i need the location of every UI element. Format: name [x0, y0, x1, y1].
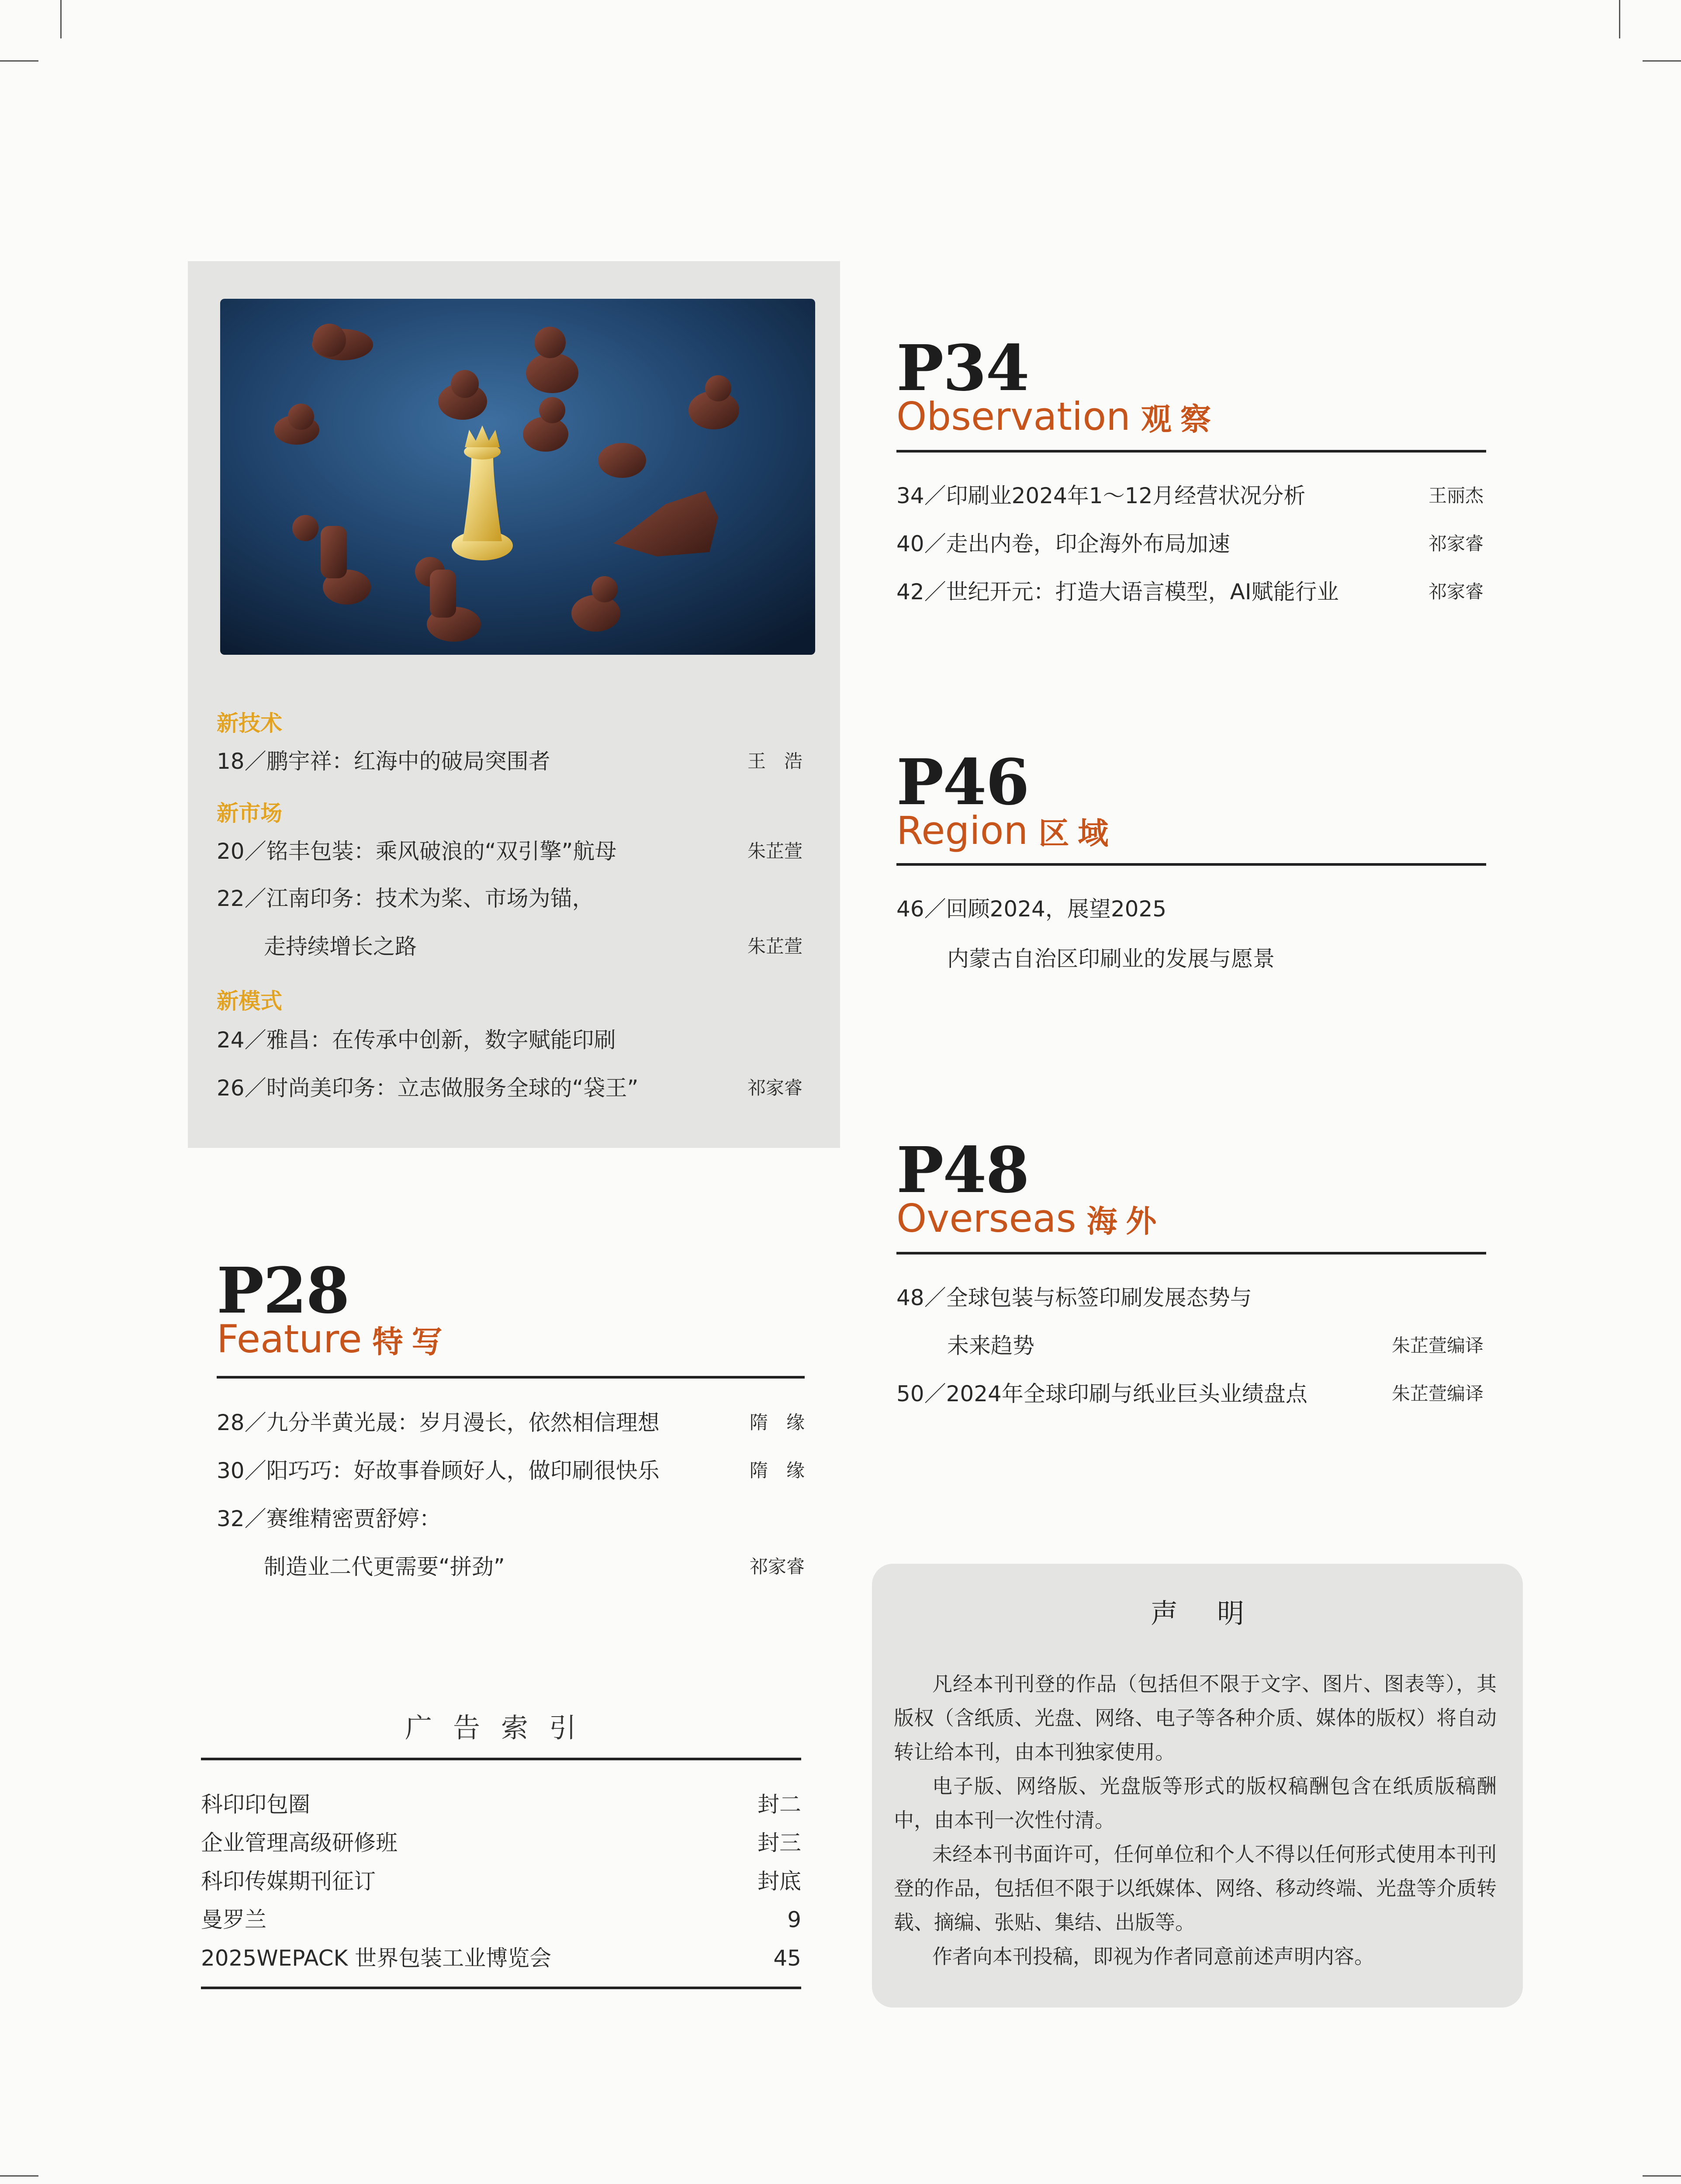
ad-index-bottom-rule [201, 1987, 801, 1989]
toc-entry[interactable] [217, 746, 802, 777]
section-label-new-tech: 新技术 [217, 711, 282, 736]
section-rule [217, 1376, 805, 1379]
toc-entry-title: 26／时尚美印务：立志做服务全球的“袋王” [217, 1075, 639, 1101]
ad-index-top-rule [201, 1758, 801, 1760]
toc-entry-author: 朱芷萱 [747, 936, 802, 957]
ad-index-row[interactable] [201, 1786, 801, 1823]
toc-entry-continued[interactable] [896, 1330, 1484, 1361]
section-name-en: Overseas [896, 1196, 1076, 1241]
toc-entry-title: 未来趋势 [947, 1333, 1034, 1358]
toc-entry[interactable] [896, 577, 1484, 607]
toc-entry[interactable] [896, 480, 1484, 511]
copyright-notice-box [872, 1564, 1523, 2008]
section-name [896, 809, 1117, 855]
crop-mark [0, 2175, 38, 2177]
ad-page: 封二 [757, 1792, 801, 1817]
crop-mark [1643, 60, 1681, 62]
toc-entry-title: 48／全球包装与标签印刷发展态势与 [896, 1285, 1252, 1310]
toc-entry-title: 28／九分半黄光晟：岁月漫长，依然相信理想 [217, 1410, 660, 1435]
toc-entry[interactable] [217, 1503, 805, 1534]
ad-index-row[interactable] [201, 1824, 801, 1862]
ad-page: 封底 [757, 1869, 801, 1894]
toc-entry-author: 王 浩 [747, 750, 802, 772]
toc-entry-title: 46／回顾2024，展望2025 [896, 896, 1167, 922]
toc-entry[interactable] [896, 1379, 1484, 1409]
toc-entry-continued[interactable] [217, 931, 802, 962]
toc-entry-author: 祁家睿 [1428, 533, 1484, 554]
section-label-new-model: 新模式 [217, 988, 282, 1014]
section-name-en: Observation [896, 394, 1131, 439]
toc-entry-title: 22／江南印务：技术为桨、市场为锚， [217, 886, 594, 911]
section-name-en: Feature [217, 1317, 362, 1362]
crop-mark [1643, 2175, 1681, 2177]
notice-paragraph: 凡经本刊刊登的作品（包括但不限于文字、图片、图表等），其版权（含纸质、光盘、网络、电子等各种介质、媒体的版权）将自动转让给本刊，由本刊独家使用。 [894, 1672, 1497, 1764]
toc-entry[interactable] [217, 836, 802, 867]
toc-entry-title: 走持续增长之路 [264, 934, 417, 959]
toc-entry-author: 祁家睿 [749, 1556, 805, 1577]
toc-entry-title: 24／雅昌：在传承中创新，数字赋能印刷 [217, 1027, 616, 1053]
ad-name: 企业管理高级研修班 [201, 1830, 398, 1856]
toc-entry[interactable] [217, 1455, 805, 1486]
toc-entry-title: 内蒙古自治区印刷业的发展与愿景 [947, 946, 1275, 971]
toc-entry[interactable] [217, 1073, 802, 1103]
ad-name: 科印传媒期刊征订 [201, 1869, 376, 1894]
toc-entry-title: 50／2024年全球印刷与纸业巨头业绩盘点 [896, 1381, 1307, 1406]
section-rule [896, 450, 1486, 453]
crop-mark [0, 60, 38, 62]
toc-entry[interactable] [217, 883, 802, 914]
section-name [896, 395, 1220, 441]
toc-entry-continued[interactable] [217, 1552, 805, 1582]
section-name-zh: 区域 [1038, 816, 1117, 851]
chess-pieces-photo-icon [220, 299, 815, 655]
section-rule [896, 863, 1486, 866]
toc-entry[interactable] [217, 1025, 802, 1055]
section-rule [896, 1252, 1486, 1254]
toc-entry-continued[interactable] [896, 943, 1484, 974]
toc-entry-author: 隋 缘 [749, 1412, 805, 1433]
ad-page: 封三 [757, 1830, 801, 1856]
toc-entry-author: 王丽杰 [1428, 485, 1484, 506]
section-page-number: P28 [217, 1254, 349, 1327]
toc-entry-author: 朱芷萱 [747, 840, 802, 862]
notice-title: 声明 [1150, 1597, 1283, 1629]
ad-name: 2025WEPACK 世界包装工业博览会 [201, 1946, 552, 1971]
toc-entry-title: 42／世纪开元：打造大语言模型，AI赋能行业 [896, 579, 1339, 605]
section-name-zh: 特写 [372, 1324, 451, 1360]
section-name-zh: 海外 [1086, 1203, 1166, 1239]
toc-entry-title: 20／铭丰包装：乘风破浪的“双引擎”航母 [217, 839, 617, 864]
section-page-number: P48 [896, 1133, 1029, 1207]
section-name-zh: 观察 [1141, 401, 1220, 437]
toc-entry-title: 40／走出内卷，印企海外布局加速 [896, 531, 1230, 556]
ad-index-row[interactable] [201, 1901, 801, 1939]
section-name [896, 1197, 1165, 1243]
toc-entry-title: 32／赛维精密贾舒婷： [217, 1506, 441, 1531]
ad-index-title: 广告索引 [405, 1712, 597, 1744]
toc-entry-author: 隋 缘 [749, 1460, 805, 1481]
featured-section-box [188, 261, 840, 1148]
toc-entry[interactable] [896, 529, 1484, 559]
crop-mark [1619, 0, 1620, 38]
toc-entry-author: 祁家睿 [1428, 581, 1484, 602]
section-name-en: Region [896, 808, 1028, 853]
toc-entry[interactable] [896, 1282, 1484, 1313]
section-label-new-market: 新市场 [217, 801, 282, 826]
toc-entry[interactable] [896, 894, 1484, 924]
toc-entry-title: 18／鹏宇祥：红海中的破局突围者 [217, 749, 550, 774]
ad-page: 9 [787, 1907, 801, 1932]
section-page-number: P34 [896, 331, 1029, 405]
toc-entry-author: 朱芷萱编译 [1391, 1335, 1484, 1356]
toc-entry-title: 30／阳巧巧：好故事眷顾好人，做印刷很快乐 [217, 1458, 660, 1483]
ad-index-row[interactable] [201, 1863, 801, 1900]
toc-entry-author: 朱芷萱编译 [1391, 1383, 1484, 1404]
ad-page: 45 [773, 1946, 801, 1971]
notice-paragraph: 未经本刊书面许可，任何单位和个人不得以任何形式使用本刊刊登的作品，包括但不限于以纸媒体、网络、移动终端、光盘等介质转载、摘编、张贴、集结、出版等。 [894, 1842, 1497, 1934]
crop-mark [60, 0, 62, 38]
ad-index-row[interactable] [201, 1939, 801, 1977]
notice-paragraph: 作者向本刊投稿，即视为作者同意前述声明内容。 [932, 1945, 1374, 1968]
section-page-number: P46 [896, 745, 1029, 819]
notice-paragraph: 电子版、网络版、光盘版等形式的版权稿酬包含在纸质版稿酬中，由本刊一次性付清。 [894, 1774, 1497, 1832]
section-name [217, 1317, 451, 1364]
toc-entry[interactable] [217, 1407, 805, 1438]
toc-entry-author: 祁家睿 [747, 1077, 802, 1099]
ad-name: 曼罗兰 [201, 1907, 266, 1932]
ad-name: 科印印包圈 [201, 1792, 310, 1817]
toc-entry-title: 34／印刷业2024年1～12月经营状况分析 [896, 483, 1306, 508]
toc-entry-title: 制造业二代更需要“拼劲” [264, 1554, 505, 1579]
